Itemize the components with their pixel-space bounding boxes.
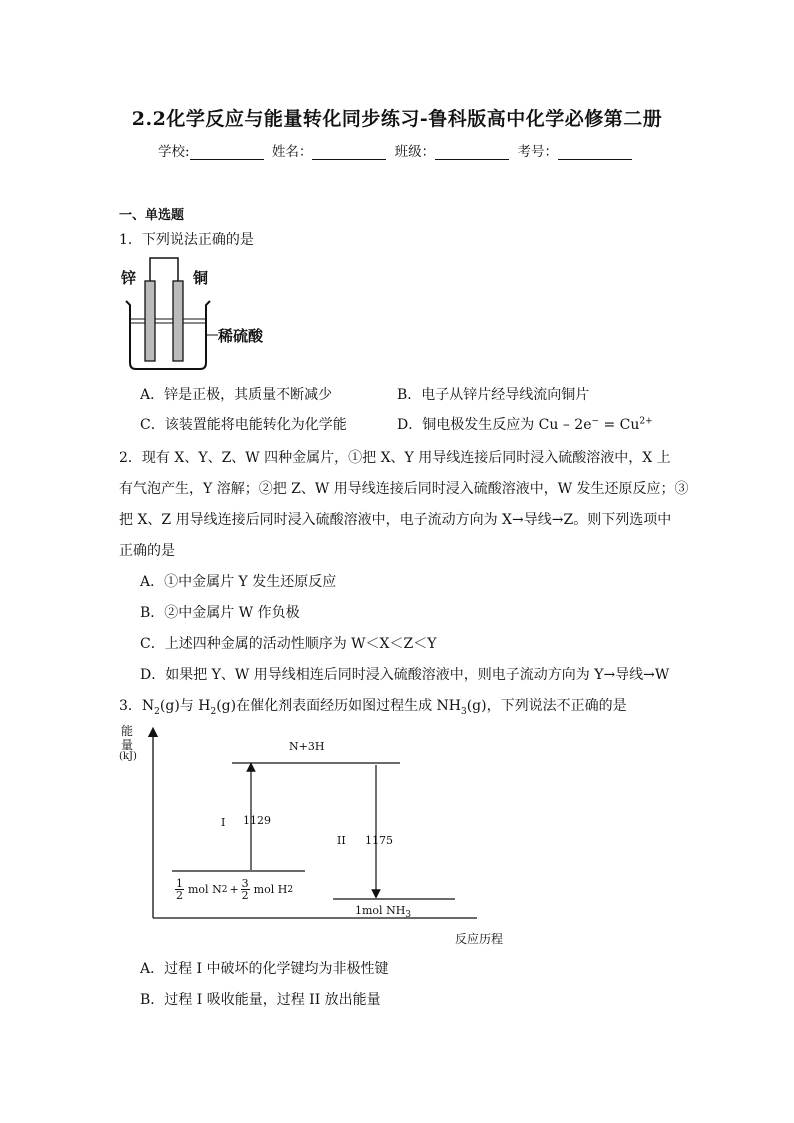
section-heading: 一、单选题: [119, 208, 185, 223]
q2-option-b[interactable]: B．②中金属片 W 作负极: [140, 605, 300, 621]
name-label: 姓名：: [271, 144, 313, 160]
q1-stem: 1．下列说法正确的是: [119, 232, 254, 248]
fraction-three-halves: [241, 878, 250, 901]
q3-option-b[interactable]: B．过程 I 吸收能量，过程 II 放出能量: [140, 992, 381, 1008]
y-axis-label-2: 量: [121, 738, 134, 752]
q3-stem: [119, 695, 627, 717]
q2-stem-line-4: 正确的是: [119, 543, 175, 559]
start-n2: mol N: [188, 883, 222, 896]
q1-option-a[interactable]: A．锌是正极，其质量不断减少: [140, 387, 333, 403]
q3-stem-part-1: 3．N: [119, 698, 155, 714]
q1-figure: [118, 255, 278, 375]
energy-diagram-axes: [115, 718, 535, 953]
school-label: 学校:: [158, 144, 190, 160]
q1-option-d-mid: = Cu: [599, 417, 640, 433]
q3-stem-part-3: (g)在催化剂表面经历如图过程生成 NH: [216, 698, 461, 714]
class-label: 班级：: [394, 144, 436, 160]
dilute-acid-label: 稀硫酸: [218, 327, 264, 345]
q2-stem-line-3: 把 X、Z 用导线连接后同时浸入硫酸溶液中，电子流动方向为 X→导线→Z。则下列选项中: [119, 512, 672, 528]
fraction-half-1: [175, 878, 184, 901]
process-2-value: 1175: [365, 834, 393, 847]
q3-stem-part-2: (g)与 H: [159, 698, 211, 714]
energy-diagram: [115, 718, 535, 953]
end-level-text: 1mol NH: [355, 904, 406, 917]
q1-option-d-electron: −: [591, 416, 600, 427]
fraction-2-denominator: 2: [241, 889, 249, 902]
q1-option-d-pre: D．铜电极发生反应为 Cu – 2e: [397, 417, 592, 433]
q3-stem-sub-2: 2: [210, 706, 217, 717]
class-blank[interactable]: [435, 145, 509, 160]
process-1-label: I: [221, 816, 226, 829]
exam-number-blank[interactable]: [558, 145, 632, 160]
q1-option-d[interactable]: [397, 414, 653, 434]
q2-option-c[interactable]: C．上述四种金属的活动性顺序为 W＜X＜Z＜Y: [140, 636, 437, 652]
process-1-value: 1129: [243, 814, 271, 827]
q1-option-d-charge: 2+: [639, 416, 653, 427]
start-h2: mol H: [253, 883, 288, 896]
student-info-row: [0, 140, 794, 160]
start-plus: +: [229, 883, 239, 896]
start-n2-sub: 2: [221, 884, 228, 895]
name-blank[interactable]: [312, 145, 386, 160]
start-level-label: [175, 878, 293, 901]
q1-option-c[interactable]: C．该装置能将电能转化为化学能: [140, 417, 347, 433]
page-title: 2.2化学反应与能量转化同步练习-鲁科版高中化学必修第二册: [131, 108, 663, 130]
q3-stem-part-4: (g)，下列说法不正确的是: [466, 698, 627, 714]
q1-option-b[interactable]: B．电子从锌片经导线流向铜片: [397, 387, 590, 403]
exam-number-label: 考号：: [517, 144, 558, 160]
y-axis-unit: (kJ): [119, 751, 137, 762]
y-axis-label-1: 能: [121, 724, 134, 738]
q2-stem-line-1: 2．现有 X、Y、Z、W 四种金属片，①把 X、Y 用导线连接后同时浸入硫酸溶液中，X 上: [119, 450, 671, 466]
q3-stem-sub-1: 2: [154, 706, 160, 717]
zinc-label: 锌: [121, 269, 137, 287]
fraction-1-denominator: 2: [176, 889, 183, 902]
q2-option-d[interactable]: D．如果把 Y、W 用导线相连后同时浸入硫酸溶液中，则电子流动方向为 Y→导线→W: [140, 667, 670, 683]
start-h2-sub: 2: [287, 884, 294, 895]
q3-option-a[interactable]: A．过程 I 中破坏的化学键均为非极性键: [140, 961, 389, 977]
copper-label: 铜: [193, 269, 209, 287]
fraction-2-numerator: 3: [241, 877, 249, 890]
q3-stem-sub-3: 3: [460, 706, 467, 717]
end-level-label: [355, 904, 411, 920]
top-level-label: N+3H: [289, 740, 325, 753]
q2-stem-line-2: 有气泡产生，Y 溶解；②把 Z、W 用导线连接后同时浸入硫酸溶液中，W 发生还原反应；③: [119, 481, 689, 497]
q2-option-a[interactable]: A．①中金属片 Y 发生还原反应: [140, 574, 337, 590]
school-blank[interactable]: [190, 145, 264, 160]
x-axis-label: 反应历程: [455, 932, 504, 946]
process-2-label: II: [337, 834, 346, 847]
end-level-sub: 3: [405, 910, 412, 921]
fraction-1-numerator: 1: [176, 877, 183, 890]
